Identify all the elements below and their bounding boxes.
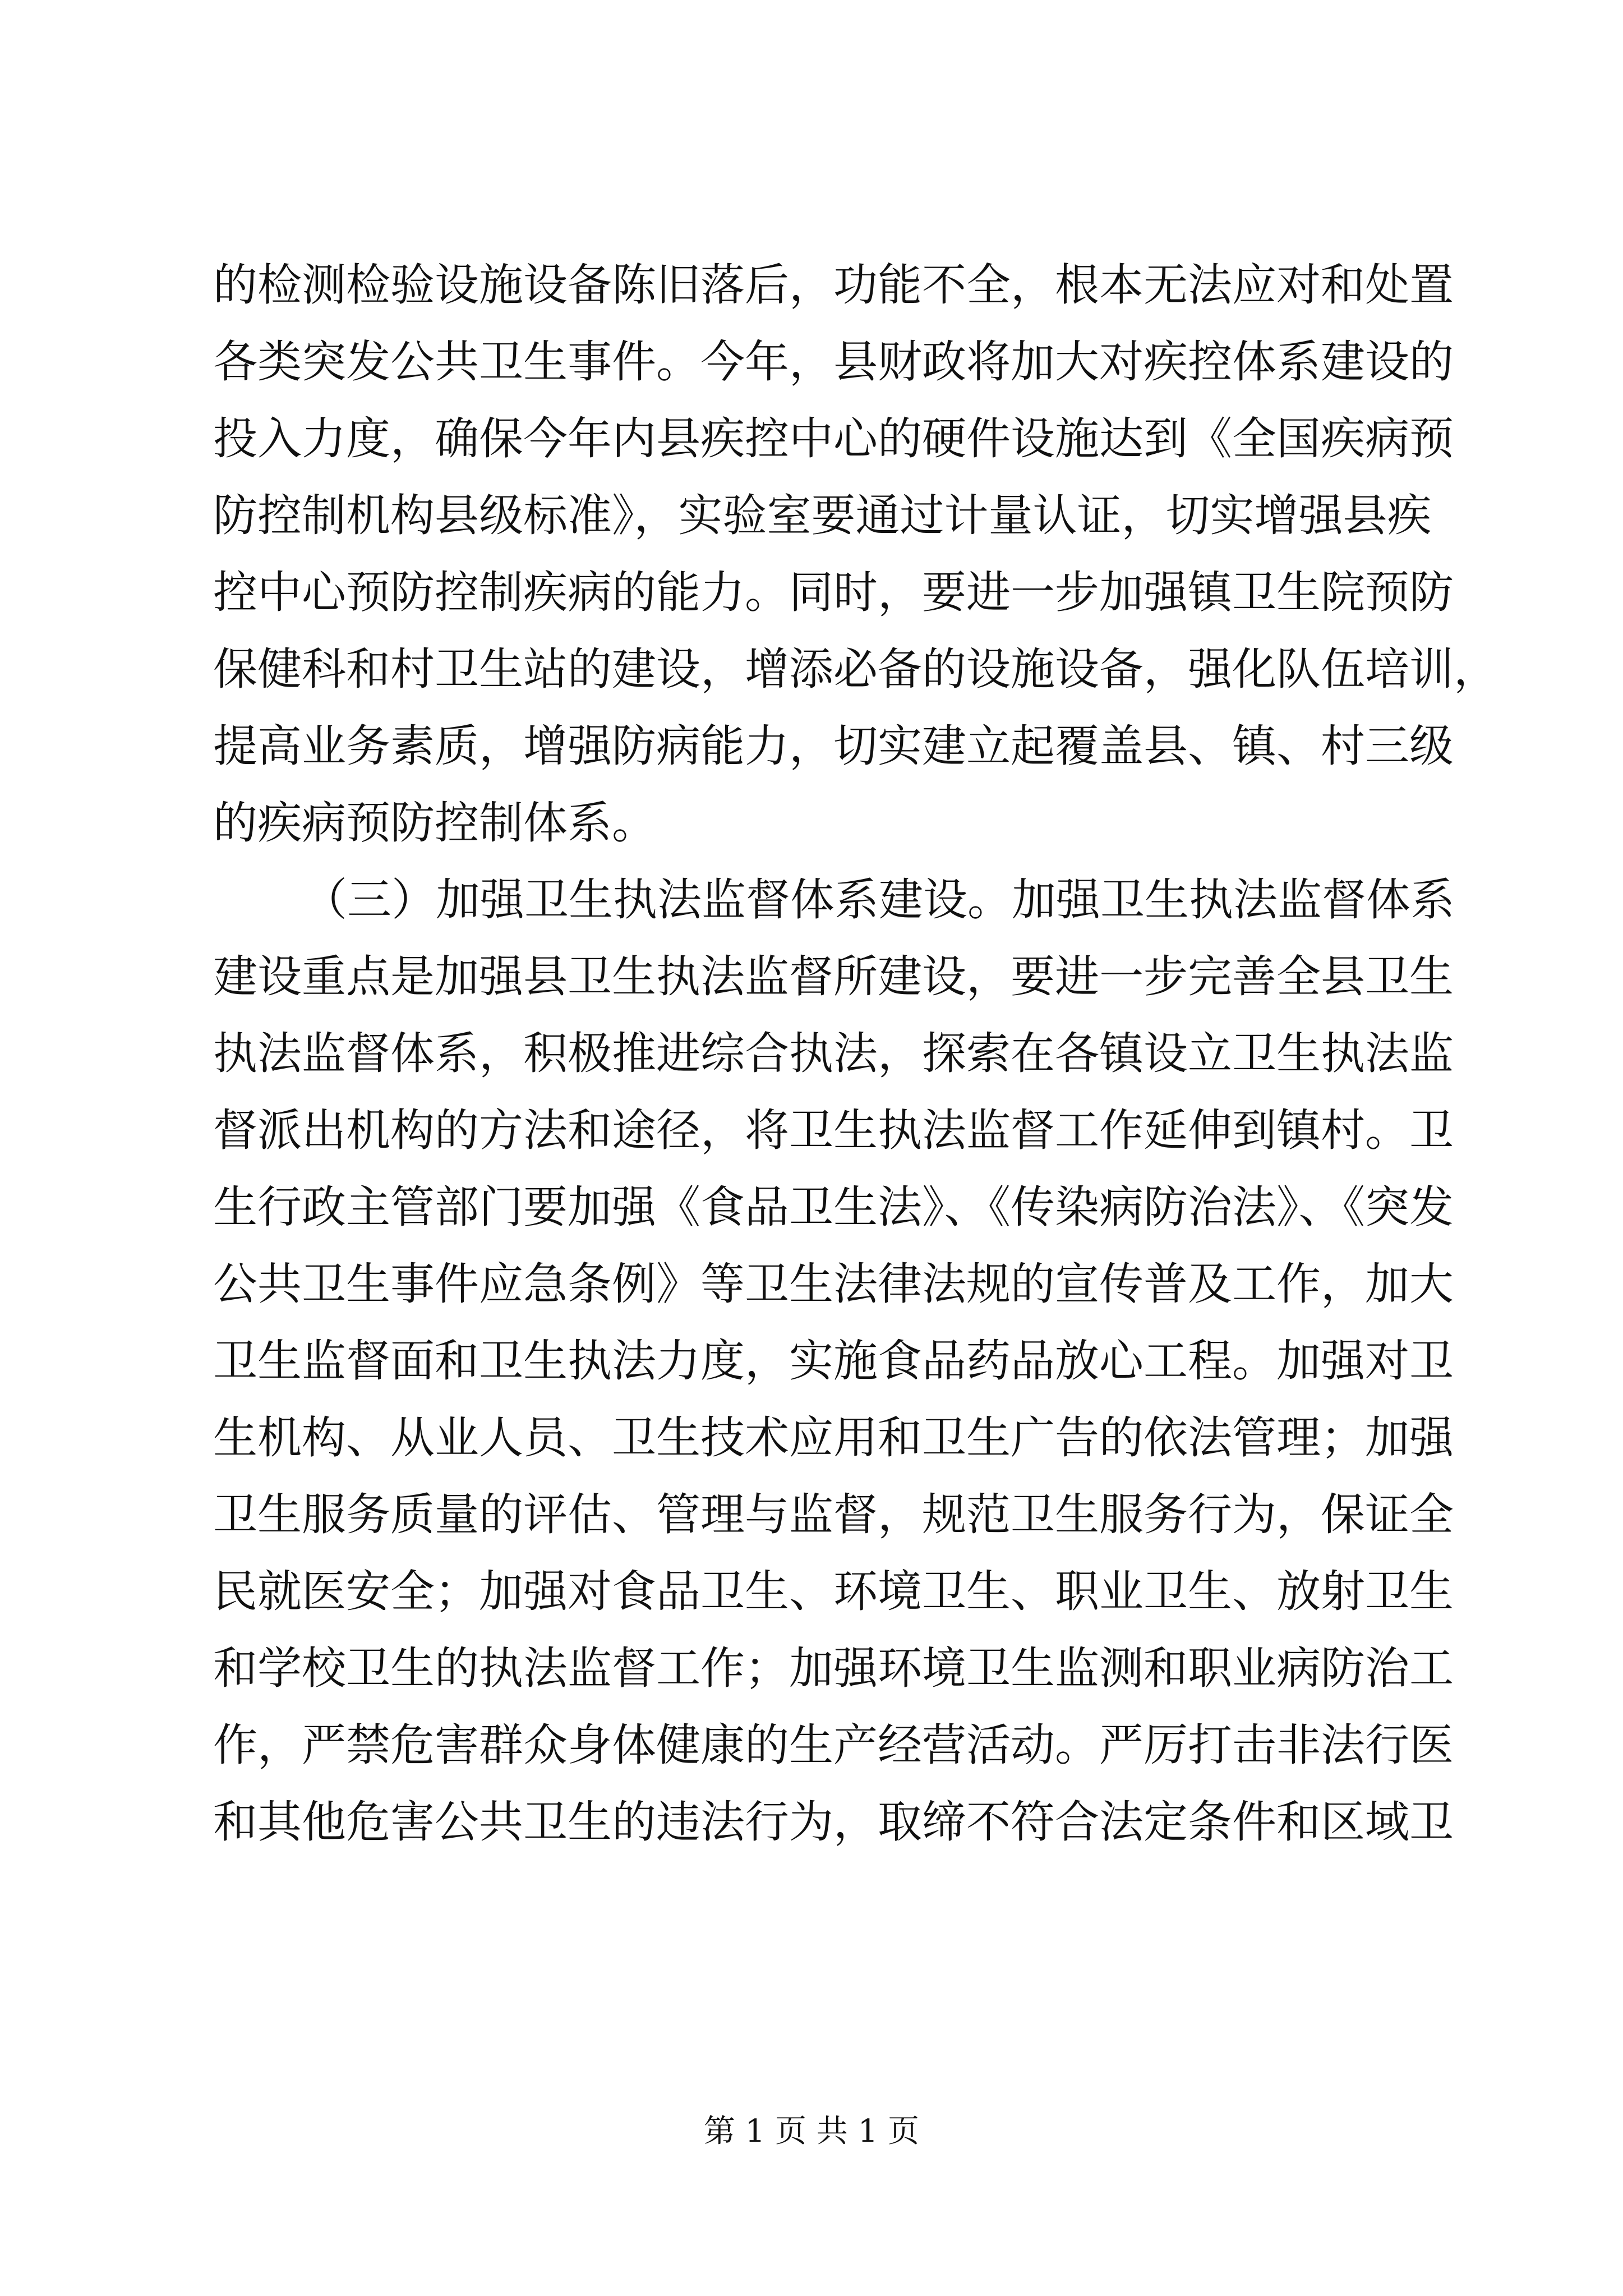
text-line: 和学校卫生的执法监督工作；加强环境卫生监测和职业病防治工 [213,1642,1454,1694]
text-line: 生行政主管部门要加强《食品卫生法》、《传染病防治法》、《突发 [213,1181,1454,1233]
document-body [213,247,1498,1861]
text-line: 督派出机构的方法和途径，将卫生执法监督工作延伸到镇村。卫 [213,1105,1454,1156]
text-line: 和其他危害公共卫生的违法行为，取缔不符合法定条件和区域卫 [213,1796,1454,1848]
text-line: 保健科和村卫生站的建设，增添必备的设施设备，强化队伍培训， [213,643,1498,695]
text-line: 防控制机构县级标准》，实验室要通过计量认证，切实增强县疾 [213,490,1432,541]
text-line: 执法监督体系，积极推进综合执法，探索在各镇设立卫生执法监 [213,1028,1454,1079]
paragraph-1 [213,247,1498,862]
text-line: 公共卫生事件应急条例》等卫生法律法规的宣传普及工作，加大 [213,1258,1454,1310]
text-line: 各类突发公共卫生事件。今年，县财政将加大对疾控体系建设的 [213,336,1454,388]
text-line: 民就医安全；加强对食品卫生、环境卫生、职业卫生、放射卫生 [213,1566,1454,1617]
page-footer [0,2109,1623,2154]
text-line: 生机构、从业人员、卫生技术应用和卫生广告的依法管理；加强 [213,1412,1454,1464]
text-line: （三）加强卫生执法监督体系建设。加强卫生执法监督体系 [303,874,1455,926]
text-line: 卫生监督面和卫生执法力度，实施食品药品放心工程。加强对卫 [213,1335,1454,1387]
text-line: 的检测检验设施设备陈旧落后，功能不全，根本无法应对和处置 [213,259,1454,311]
paragraph-2 [213,862,1455,1861]
text-line: 的疾病预防控制体系。 [213,797,656,849]
text-line: 建设重点是加强县卫生执法监督所建设，要进一步完善全县卫生 [213,951,1454,1002]
text-line: 投入力度，确保今年内县疾控中心的硬件设施达到《全国疾病预 [213,413,1454,464]
text-line: 卫生服务质量的评估、管理与监督，规范卫生服务行为，保证全 [213,1489,1454,1540]
page-number-label: 第 1 页 共 1 页 [703,2113,920,2150]
text-line: 控中心预防控制疾病的能力。同时，要进一步加强镇卫生院预防 [213,567,1454,618]
text-line: 提高业务素质，增强防病能力，切实建立起覆盖县、镇、村三级 [213,720,1454,772]
text-line: 作，严禁危害群众身体健康的生产经营活动。严厉打击非法行医 [213,1719,1454,1771]
